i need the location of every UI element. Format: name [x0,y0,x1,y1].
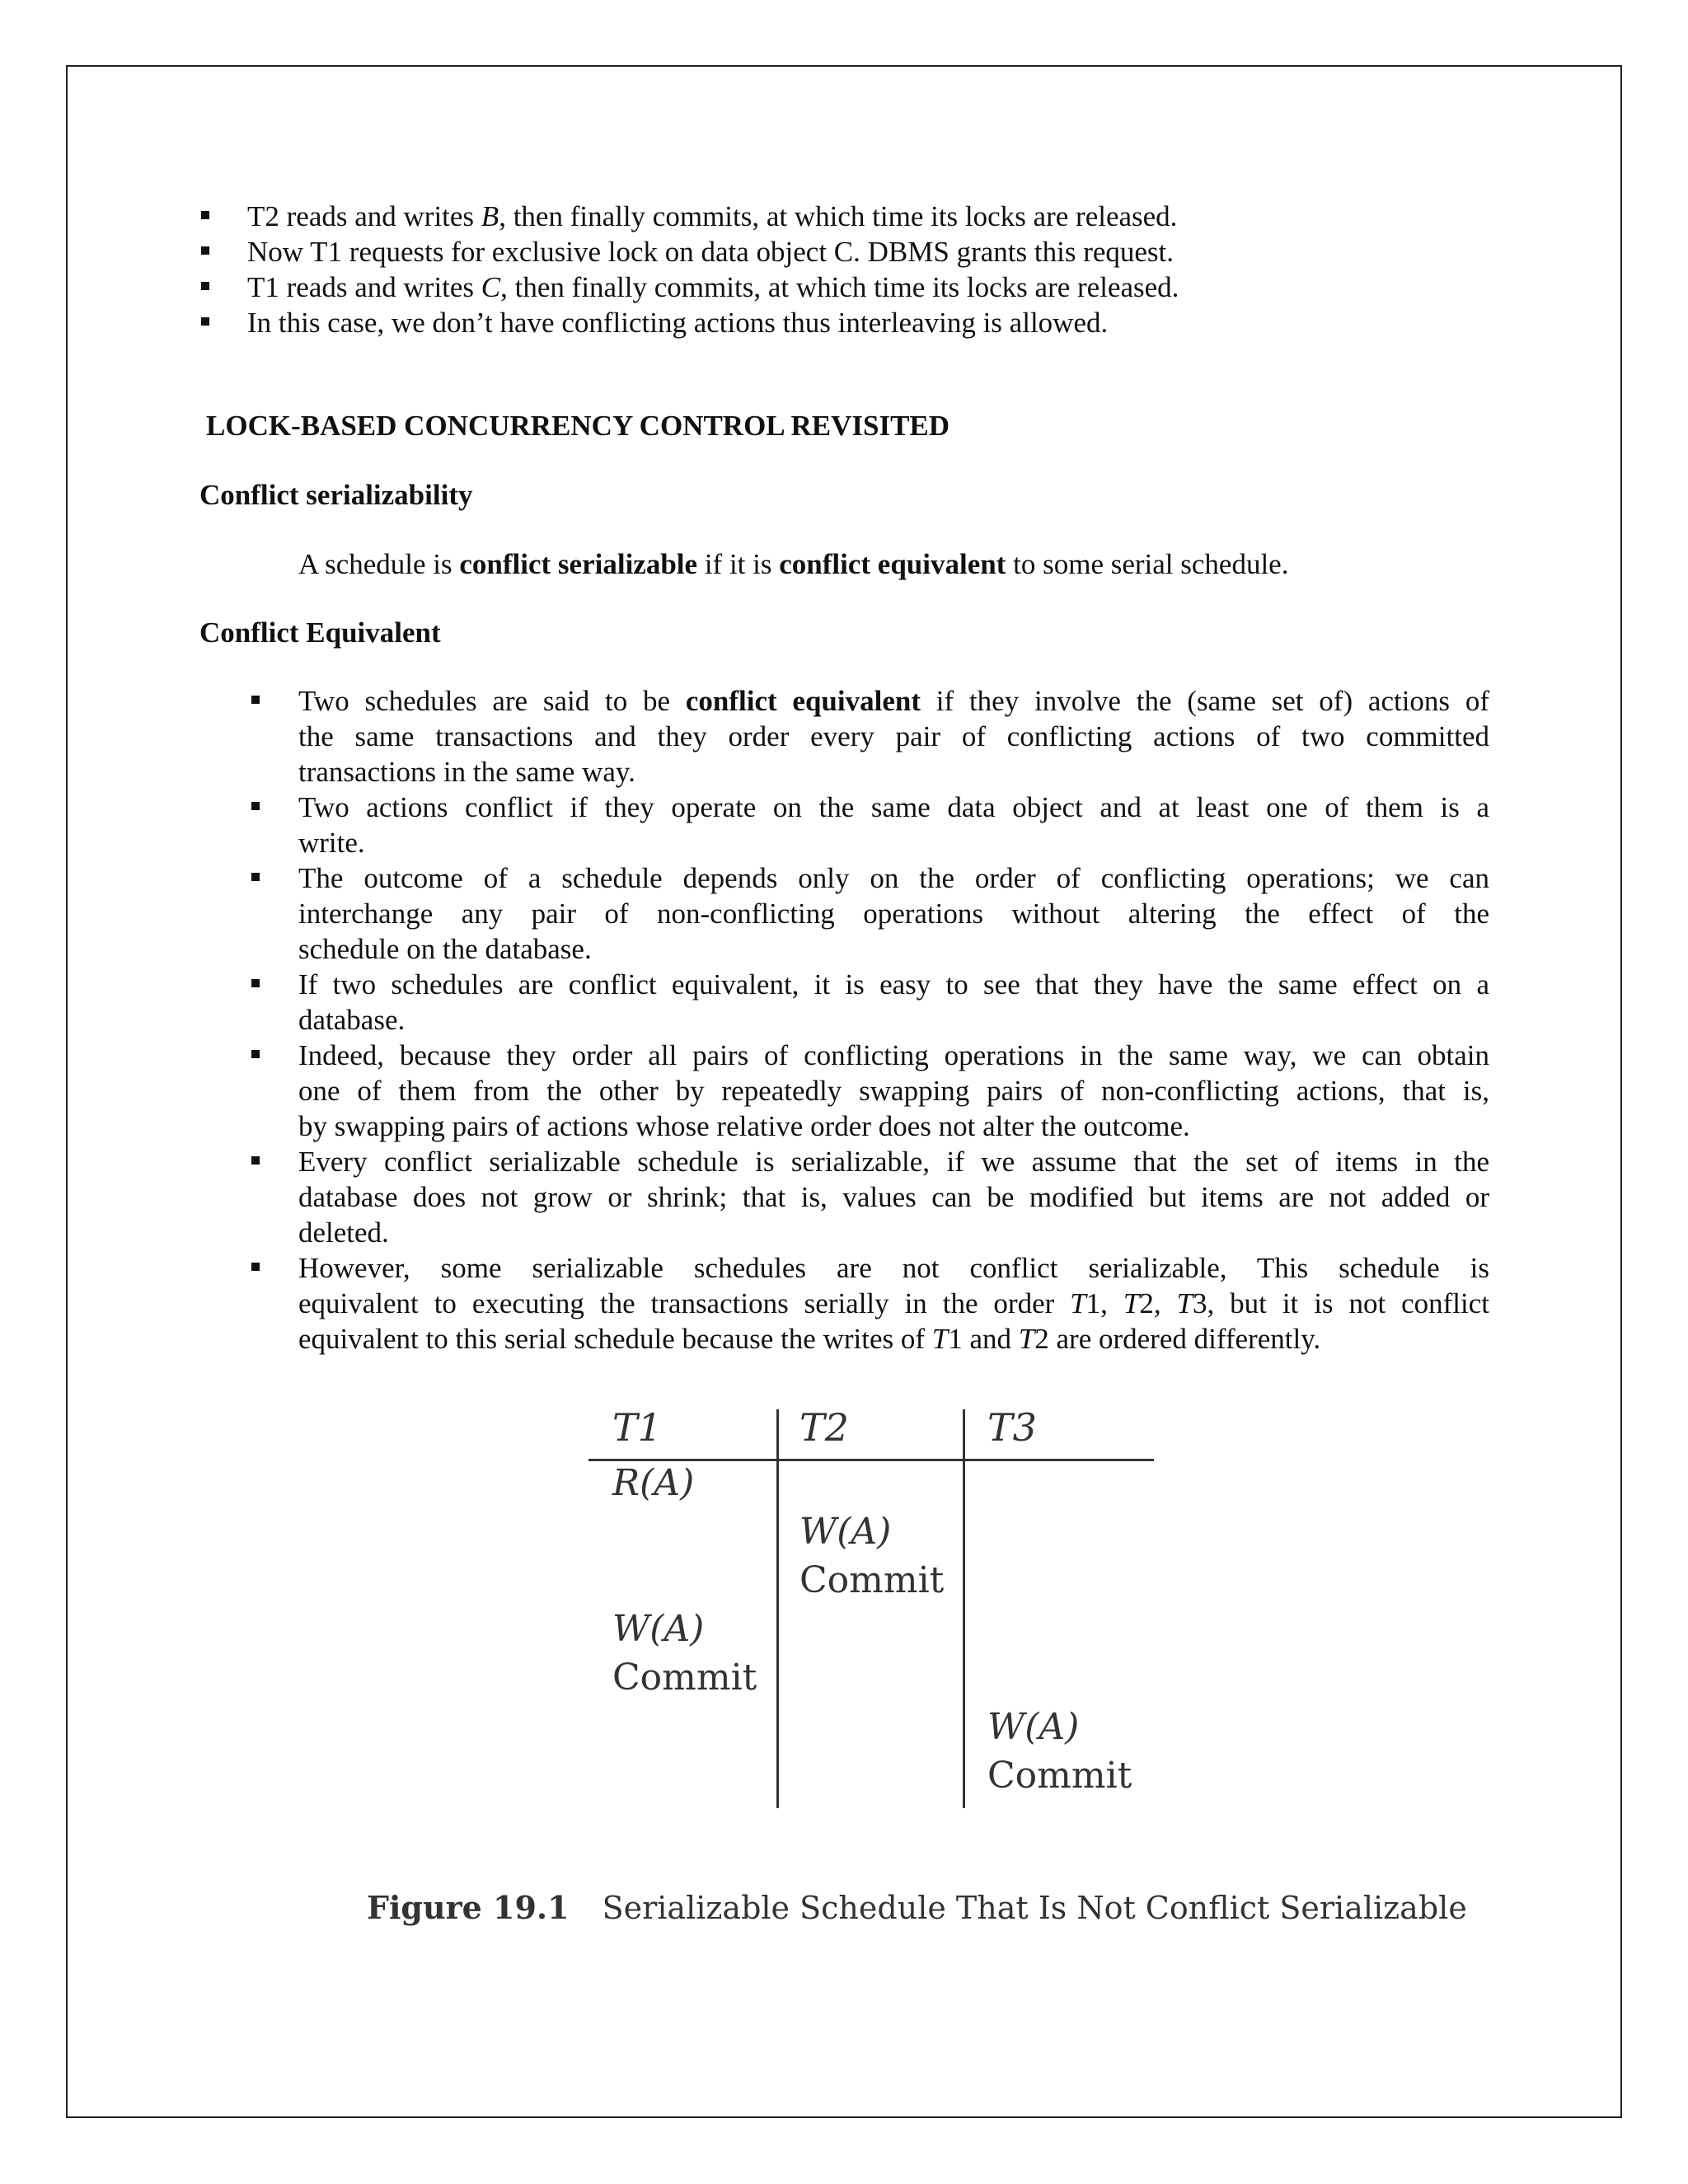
figure-caption-label: Figure 19.1 [367,1889,570,1926]
bullet-marker [251,1050,260,1058]
figure-caption [367,1889,1467,1927]
section-heading: LOCK-BASED CONCURRENCY CONTROL REVISITED [206,410,950,442]
bullet-marker [201,317,209,326]
equiv-bullet-5: Indeed, because they order all pairs of conflicting operations in the same way, we can obtain one of them from the other by repeatedly swapping pairs of non-conflicting actions, that is, by swapping pairs of actions whose relative order does not alter the outcome. [298,1039,1489,1142]
bullet-marker [251,979,260,987]
t1-op-read: R(A) [612,1462,695,1504]
figure-column-divider-1 [776,1409,779,1808]
equiv-bullet-1: Two schedules are said to be conflict equivalent if they involve the (same set of) actions of the same transactions and they order every pair of conflicting actions of two committed transactions in the same way. [298,685,1489,788]
figure-header-t2: T2 [799,1405,849,1450]
bullet-marker [201,282,209,290]
bullet-marker [251,802,260,810]
figure-header-t3: T3 [987,1405,1037,1450]
bullet-marker [201,211,209,219]
t1-op-commit: Commit [612,1657,757,1699]
equiv-bullet-6: Every conflict serializable schedule is serializable, if we assume that the set of items in the database does not grow or shrink; that is, values can be modified but items are not added or deleted. [298,1146,1489,1249]
top-bullet-2: Now T1 requests for exclusive lock on data object C. DBMS grants this request. [247,236,1175,268]
bullet-marker [251,873,260,881]
figure-header-rule [588,1459,1154,1461]
subheading-conflict-equivalent: Conflict Equivalent [199,616,441,649]
equiv-bullet-7: However, some serializable schedules are not conflict serializable, This schedule is equivalent to executing the transactions serially in the order T1, T2, T3, but it is not conflict equivalent to this serial schedule because the writes of T1 and T2 are ordered differently. [298,1252,1489,1355]
t2-op-commit: Commit [799,1559,945,1601]
bullet-marker [251,1156,260,1165]
figure-caption-text: Serializable Schedule That Is Not Conflict Serializable [602,1890,1467,1926]
bullet-marker [251,1263,260,1271]
bullet-marker [251,696,260,704]
top-bullet-1: T2 reads and writes B, then finally commits, at which time its locks are released. [247,200,1178,232]
figure-column-divider-2 [963,1409,965,1808]
equiv-bullet-4: If two schedules are conflict equivalent, it is easy to see that they have the same effect on a database. [298,968,1489,1036]
t3-op-commit: Commit [987,1755,1132,1797]
t1-op-write: W(A) [612,1608,705,1650]
subheading-conflict-serializability: Conflict serializability [199,479,473,511]
equiv-bullet-2: Two actions conflict if they operate on the same data object and at least one of them is a write. [298,791,1489,859]
top-bullet-3: T1 reads and writes C, then finally commits, at which time its locks are released. [247,271,1179,303]
equiv-bullet-3: The outcome of a schedule depends only on the order of conflicting operations; we can interchange any pair of non-conflicting operations without altering the effect of the schedule on the database. [298,862,1489,965]
bullet-marker [201,246,209,255]
top-bullet-4: In this case, we don’t have conflicting actions thus interleaving is allowed. [247,307,1109,339]
t3-op-write: W(A) [987,1706,1080,1748]
definition-paragraph: A schedule is conflict serializable if it is conflict equivalent to some serial schedule. [298,548,1289,580]
figure-header-t1: T1 [612,1405,662,1450]
t2-op-write: W(A) [799,1511,892,1553]
